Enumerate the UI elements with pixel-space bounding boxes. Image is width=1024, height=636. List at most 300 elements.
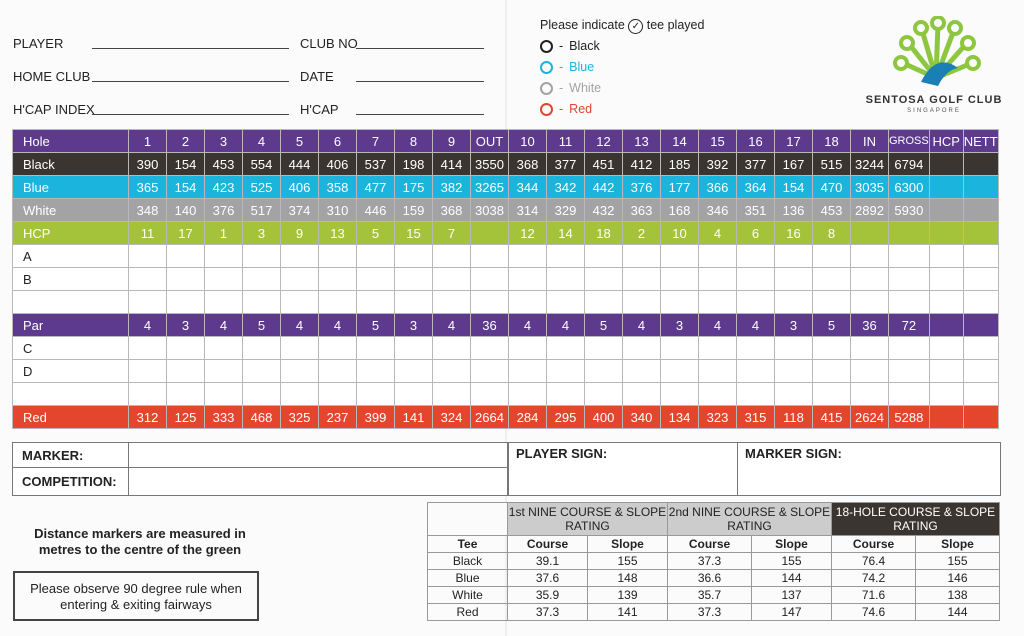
score-input-cell[interactable] — [509, 245, 547, 268]
score-input-cell[interactable] — [585, 291, 623, 314]
score-cell: GROSS — [889, 130, 930, 153]
score-cell: 8 — [813, 222, 851, 245]
score-cell: 141 — [395, 406, 433, 429]
score-input-cell[interactable] — [699, 268, 737, 291]
score-cell: 72 — [889, 314, 930, 337]
score-cell: 154 — [775, 176, 813, 199]
score-input-cell[interactable] — [471, 268, 509, 291]
score-cell: 5 — [281, 130, 319, 153]
rating-value-cell: 155 — [588, 553, 668, 570]
score-cell: 284 — [509, 406, 547, 429]
score-input-cell[interactable] — [395, 268, 433, 291]
tee-instruction — [540, 18, 704, 34]
score-input-cell[interactable] — [775, 360, 813, 383]
score-cell[interactable] — [963, 176, 998, 199]
score-input-cell[interactable] — [395, 337, 433, 360]
score-cell[interactable] — [929, 199, 963, 222]
score-input-cell[interactable] — [509, 268, 547, 291]
score-input-cell[interactable] — [623, 383, 661, 406]
score-input-cell[interactable] — [547, 291, 585, 314]
score-cell: 4 — [129, 314, 167, 337]
score-input-cell[interactable] — [433, 245, 471, 268]
rating-table — [427, 502, 1000, 621]
score-cell: 406 — [281, 176, 319, 199]
score-input-cell[interactable] — [433, 383, 471, 406]
score-input-cell[interactable] — [433, 360, 471, 383]
score-row-c[interactable] — [13, 337, 999, 360]
score-row-a[interactable] — [13, 245, 999, 268]
score-cell: 4 — [281, 314, 319, 337]
score-input-cell[interactable] — [205, 268, 243, 291]
score-cell: 2624 — [851, 406, 889, 429]
rating-value-cell: 37.6 — [508, 570, 588, 587]
score-cell: 525 — [243, 176, 281, 199]
row-label: Red — [13, 406, 129, 429]
score-input-cell[interactable] — [889, 245, 930, 268]
score-input-cell[interactable] — [281, 268, 319, 291]
score-input-cell[interactable] — [585, 337, 623, 360]
score-input-cell[interactable] — [813, 268, 851, 291]
score-input-cell[interactable] — [929, 337, 963, 360]
rule-note: Please observe 90 degree rule when entering & exiting fairways — [13, 571, 259, 621]
score-cell: 154 — [167, 153, 205, 176]
score-input-cell[interactable] — [963, 245, 998, 268]
score-cell: 2 — [623, 222, 661, 245]
score-input-cell[interactable] — [357, 268, 395, 291]
score-input-cell[interactable] — [813, 383, 851, 406]
marker-sign-label: MARKER SIGN: — [745, 446, 842, 461]
score-input-cell[interactable] — [737, 360, 775, 383]
score-cell: 18 — [813, 130, 851, 153]
tee-name-cell: Black — [428, 553, 508, 570]
score-cell: 15 — [395, 222, 433, 245]
score-input-cell[interactable] — [319, 291, 357, 314]
score-input-cell[interactable] — [433, 337, 471, 360]
score-cell: 14 — [547, 222, 585, 245]
score-input-cell[interactable] — [963, 383, 998, 406]
rating-value-cell: 148 — [588, 570, 668, 587]
score-input-cell[interactable] — [699, 245, 737, 268]
row-label: D — [13, 360, 129, 383]
score-input-cell[interactable] — [281, 245, 319, 268]
score-input-cell[interactable] — [243, 245, 281, 268]
score-input-cell[interactable] — [243, 383, 281, 406]
score-input-cell[interactable] — [851, 268, 889, 291]
score-row-d[interactable] — [13, 360, 999, 383]
score-input-cell[interactable] — [813, 337, 851, 360]
score-cell: 368 — [433, 199, 471, 222]
score-cell: 6794 — [889, 153, 930, 176]
score-input-cell[interactable] — [433, 268, 471, 291]
score-input-cell[interactable] — [623, 245, 661, 268]
score-cell: 4 — [243, 130, 281, 153]
date-label: DATE — [300, 69, 334, 84]
score-input-cell[interactable] — [889, 291, 930, 314]
score-input-cell[interactable] — [813, 245, 851, 268]
hcap-index-field[interactable] — [92, 114, 289, 115]
score-cell: 399 — [357, 406, 395, 429]
score-cell[interactable] — [963, 222, 998, 245]
score-input-cell[interactable] — [167, 268, 205, 291]
score-cell: 3 — [395, 314, 433, 337]
rating-value-cell: 36.6 — [668, 570, 752, 587]
score-cell: 468 — [243, 406, 281, 429]
score-cell: 136 — [775, 199, 813, 222]
score-cell: 414 — [433, 153, 471, 176]
score-cell: 1 — [205, 222, 243, 245]
score-input-cell[interactable] — [319, 337, 357, 360]
rating-value-cell: 37.3 — [508, 604, 588, 621]
score-input-cell[interactable] — [775, 383, 813, 406]
rating-value-cell: 155 — [916, 553, 1000, 570]
score-input-cell[interactable] — [319, 360, 357, 383]
score-input-cell[interactable] — [963, 337, 998, 360]
score-input-cell[interactable] — [737, 337, 775, 360]
score-cell: 412 — [623, 153, 661, 176]
score-cell: 3 — [661, 314, 699, 337]
tee-name-cell: Blue — [428, 570, 508, 587]
score-input-cell[interactable] — [205, 383, 243, 406]
score-cell: 295 — [547, 406, 585, 429]
score-input-cell[interactable] — [623, 268, 661, 291]
score-input-cell[interactable] — [395, 245, 433, 268]
score-input-cell[interactable] — [661, 291, 699, 314]
score-cell: 14 — [661, 130, 699, 153]
row-label: C — [13, 337, 129, 360]
score-input-cell[interactable] — [281, 337, 319, 360]
score-input-cell[interactable] — [661, 268, 699, 291]
score-input-cell[interactable] — [929, 245, 963, 268]
score-cell: 333 — [205, 406, 243, 429]
hcap-index-label: H'CAP INDEX — [13, 102, 95, 117]
score-input-cell[interactable] — [737, 291, 775, 314]
score-cell: 4 — [205, 314, 243, 337]
score-input-cell[interactable] — [699, 337, 737, 360]
score-input-cell[interactable] — [395, 360, 433, 383]
score-cell: 432 — [585, 199, 623, 222]
score-cell: 4 — [623, 314, 661, 337]
score-input-cell[interactable] — [395, 383, 433, 406]
black-tee-row — [13, 153, 999, 176]
score-cell — [889, 222, 930, 245]
tee-option-white[interactable]: - White — [540, 81, 601, 95]
score-cell: 237 — [319, 406, 357, 429]
hcap-label: H'CAP — [300, 102, 339, 117]
score-input-cell[interactable] — [167, 291, 205, 314]
score-input-cell[interactable] — [547, 268, 585, 291]
score-input-cell[interactable] — [547, 337, 585, 360]
hole-row — [13, 130, 999, 153]
score-input-cell[interactable] — [699, 291, 737, 314]
score-input-cell[interactable] — [509, 383, 547, 406]
score-cell[interactable] — [963, 406, 998, 429]
score-input-cell[interactable] — [547, 360, 585, 383]
score-input-cell[interactable] — [661, 360, 699, 383]
par-row — [13, 314, 999, 337]
score-cell: 365 — [129, 176, 167, 199]
hcp-row — [13, 222, 999, 245]
rating-row-blue — [428, 570, 1000, 587]
rating-value-cell: 35.9 — [508, 587, 588, 604]
score-input-cell[interactable] — [737, 383, 775, 406]
score-cell: 329 — [547, 199, 585, 222]
score-input-cell[interactable] — [281, 360, 319, 383]
score-input-cell[interactable] — [889, 383, 930, 406]
score-input-cell[interactable] — [661, 337, 699, 360]
score-input-cell[interactable] — [471, 291, 509, 314]
score-input-cell[interactable] — [585, 360, 623, 383]
row-label: A — [13, 245, 129, 268]
blue-tee-row — [13, 176, 999, 199]
rating-row-red — [428, 604, 1000, 621]
score-input-cell[interactable] — [205, 245, 243, 268]
score-cell: 12 — [509, 222, 547, 245]
score-input-cell[interactable] — [281, 291, 319, 314]
tee-option-blue[interactable]: - Blue — [540, 60, 594, 74]
marker-col-divider — [128, 442, 129, 496]
score-cell: 5 — [813, 314, 851, 337]
tee-option-label: Red — [569, 102, 593, 116]
circle-icon[interactable] — [540, 40, 553, 53]
score-input-cell[interactable] — [509, 291, 547, 314]
tee-option-black[interactable]: - Black — [540, 39, 600, 53]
score-input-cell[interactable] — [433, 291, 471, 314]
date-field[interactable] — [356, 81, 484, 82]
course-col-header: Course — [832, 536, 916, 553]
score-cell: 4 — [699, 314, 737, 337]
score-input-cell[interactable] — [509, 360, 547, 383]
player-field[interactable] — [92, 48, 289, 49]
rating-row-white — [428, 587, 1000, 604]
score-input-cell[interactable] — [929, 383, 963, 406]
score-input-cell[interactable] — [851, 383, 889, 406]
score-input-cell[interactable] — [205, 291, 243, 314]
second-nine-header: 2nd NINE COURSE & SLOPE RATING — [668, 503, 832, 536]
score-input-cell[interactable] — [623, 360, 661, 383]
score-input-cell[interactable] — [129, 245, 167, 268]
score-input-cell[interactable] — [357, 337, 395, 360]
score-cell: 13 — [319, 222, 357, 245]
score-input-cell[interactable] — [547, 245, 585, 268]
circle-icon[interactable] — [540, 82, 553, 95]
tee-option-red[interactable]: - Red — [540, 102, 592, 116]
rating-value-cell: 138 — [916, 587, 1000, 604]
score-input-cell[interactable] — [661, 245, 699, 268]
tee-option-label: Black — [569, 39, 600, 53]
score-cell: 5 — [357, 222, 395, 245]
score-input-cell[interactable] — [357, 360, 395, 383]
score-cell: 324 — [433, 406, 471, 429]
score-input-cell[interactable] — [129, 291, 167, 314]
score-cell: 16 — [775, 222, 813, 245]
score-cell[interactable] — [963, 153, 998, 176]
score-cell: 6 — [737, 222, 775, 245]
score-input-cell[interactable] — [775, 337, 813, 360]
score-cell: 382 — [433, 176, 471, 199]
rating-value-cell: 144 — [752, 570, 832, 587]
score-cell: 3 — [167, 314, 205, 337]
row-label: Hole — [13, 130, 129, 153]
score-input-cell[interactable] — [357, 245, 395, 268]
score-input-cell[interactable] — [585, 383, 623, 406]
hcap-field[interactable] — [356, 114, 484, 115]
score-input-cell[interactable] — [813, 360, 851, 383]
score-cell: HCP — [929, 130, 963, 153]
spacer-row — [13, 291, 999, 314]
score-input-cell[interactable] — [623, 337, 661, 360]
score-cell: 10 — [661, 222, 699, 245]
score-input-cell[interactable] — [963, 360, 998, 383]
score-input-cell[interactable] — [889, 337, 930, 360]
score-input-cell[interactable] — [737, 268, 775, 291]
score-cell: 377 — [547, 153, 585, 176]
score-input-cell[interactable] — [929, 360, 963, 383]
tee-instruction-text: Please indicate — [540, 18, 625, 32]
rating-corner — [428, 503, 508, 536]
score-cell: 325 — [281, 406, 319, 429]
score-cell[interactable] — [929, 153, 963, 176]
first-nine-header: 1st NINE COURSE & SLOPE RATING — [508, 503, 668, 536]
score-cell — [851, 222, 889, 245]
score-cell[interactable] — [929, 406, 963, 429]
score-input-cell[interactable] — [167, 245, 205, 268]
score-cell: 444 — [281, 153, 319, 176]
score-input-cell[interactable] — [395, 291, 433, 314]
score-input-cell[interactable] — [851, 291, 889, 314]
score-cell: 340 — [623, 406, 661, 429]
score-input-cell[interactable] — [775, 245, 813, 268]
score-cell: 358 — [319, 176, 357, 199]
score-input-cell[interactable] — [319, 268, 357, 291]
score-input-cell[interactable] — [129, 337, 167, 360]
score-input-cell[interactable] — [243, 291, 281, 314]
distance-note: Distance markers are measured in metres to the centre of the green — [34, 526, 246, 557]
score-cell: 342 — [547, 176, 585, 199]
score-cell[interactable] — [963, 314, 998, 337]
rating-value-cell: 155 — [752, 553, 832, 570]
score-input-cell[interactable] — [661, 383, 699, 406]
score-input-cell[interactable] — [357, 383, 395, 406]
score-input-cell[interactable] — [699, 383, 737, 406]
score-cell: 5 — [243, 314, 281, 337]
score-input-cell[interactable] — [737, 245, 775, 268]
score-input-cell[interactable] — [509, 337, 547, 360]
score-input-cell[interactable] — [471, 337, 509, 360]
row-label: Black — [13, 153, 129, 176]
score-input-cell[interactable] — [547, 383, 585, 406]
score-input-cell[interactable] — [585, 245, 623, 268]
score-input-cell[interactable] — [775, 291, 813, 314]
score-input-cell[interactable] — [851, 245, 889, 268]
marker-divider — [12, 467, 508, 468]
score-cell: 1 — [129, 130, 167, 153]
score-input-cell[interactable] — [205, 360, 243, 383]
score-input-cell[interactable] — [243, 268, 281, 291]
score-input-cell[interactable] — [205, 337, 243, 360]
score-input-cell[interactable] — [167, 383, 205, 406]
player-sign-label: PLAYER SIGN: — [516, 446, 608, 461]
score-input-cell[interactable] — [623, 291, 661, 314]
score-cell: 453 — [205, 153, 243, 176]
scorecard-table — [12, 129, 999, 429]
score-input-cell[interactable] — [963, 268, 998, 291]
rating-value-cell: 144 — [916, 604, 1000, 621]
score-input-cell[interactable] — [167, 360, 205, 383]
score-input-cell[interactable] — [889, 360, 930, 383]
score-input-cell[interactable] — [129, 360, 167, 383]
score-input-cell[interactable] — [963, 291, 998, 314]
score-input-cell[interactable] — [471, 383, 509, 406]
rating-value-cell: 141 — [588, 604, 668, 621]
score-cell: 315 — [737, 406, 775, 429]
score-input-cell[interactable] — [585, 268, 623, 291]
score-input-cell[interactable] — [929, 291, 963, 314]
row-label: Blue — [13, 176, 129, 199]
score-input-cell[interactable] — [813, 291, 851, 314]
score-cell: 18 — [585, 222, 623, 245]
score-input-cell[interactable] — [167, 337, 205, 360]
score-input-cell[interactable] — [471, 360, 509, 383]
score-cell: 175 — [395, 176, 433, 199]
rating-value-cell: 147 — [752, 604, 832, 621]
score-cell: 15 — [699, 130, 737, 153]
score-input-cell[interactable] — [851, 337, 889, 360]
score-input-cell[interactable] — [243, 360, 281, 383]
score-input-cell[interactable] — [357, 291, 395, 314]
circle-icon[interactable] — [540, 61, 553, 74]
score-cell: 9 — [281, 222, 319, 245]
score-cell: 3265 — [471, 176, 509, 199]
score-cell: 177 — [661, 176, 699, 199]
score-cell[interactable] — [929, 314, 963, 337]
score-input-cell[interactable] — [929, 268, 963, 291]
score-input-cell[interactable] — [851, 360, 889, 383]
score-input-cell[interactable] — [699, 360, 737, 383]
score-input-cell[interactable] — [319, 245, 357, 268]
score-cell: 310 — [319, 199, 357, 222]
score-input-cell[interactable] — [129, 268, 167, 291]
score-input-cell[interactable] — [471, 245, 509, 268]
score-input-cell[interactable] — [889, 268, 930, 291]
score-input-cell[interactable] — [319, 383, 357, 406]
score-cell: 554 — [243, 153, 281, 176]
score-cell[interactable] — [929, 222, 963, 245]
score-cell: 11 — [129, 222, 167, 245]
score-cell: 323 — [699, 406, 737, 429]
rating-value-cell: 37.3 — [668, 604, 752, 621]
score-cell: 3550 — [471, 153, 509, 176]
home-club-field[interactable] — [92, 81, 289, 82]
score-cell: 198 — [395, 153, 433, 176]
score-cell: 423 — [205, 176, 243, 199]
score-input-cell[interactable] — [281, 383, 319, 406]
score-cell: 3 — [243, 222, 281, 245]
club-no-field[interactable] — [356, 48, 484, 49]
score-input-cell[interactable] — [243, 337, 281, 360]
score-row-b[interactable] — [13, 268, 999, 291]
circle-icon[interactable] — [540, 103, 553, 116]
course-col-header: Course — [668, 536, 752, 553]
score-cell: 4 — [547, 314, 585, 337]
score-input-cell[interactable] — [775, 268, 813, 291]
score-input-cell[interactable] — [129, 383, 167, 406]
score-cell: 446 — [357, 199, 395, 222]
score-cell[interactable] — [929, 176, 963, 199]
score-cell: 351 — [737, 199, 775, 222]
white-tee-row — [13, 199, 999, 222]
rating-value-cell: 37.3 — [668, 553, 752, 570]
score-cell[interactable] — [963, 199, 998, 222]
